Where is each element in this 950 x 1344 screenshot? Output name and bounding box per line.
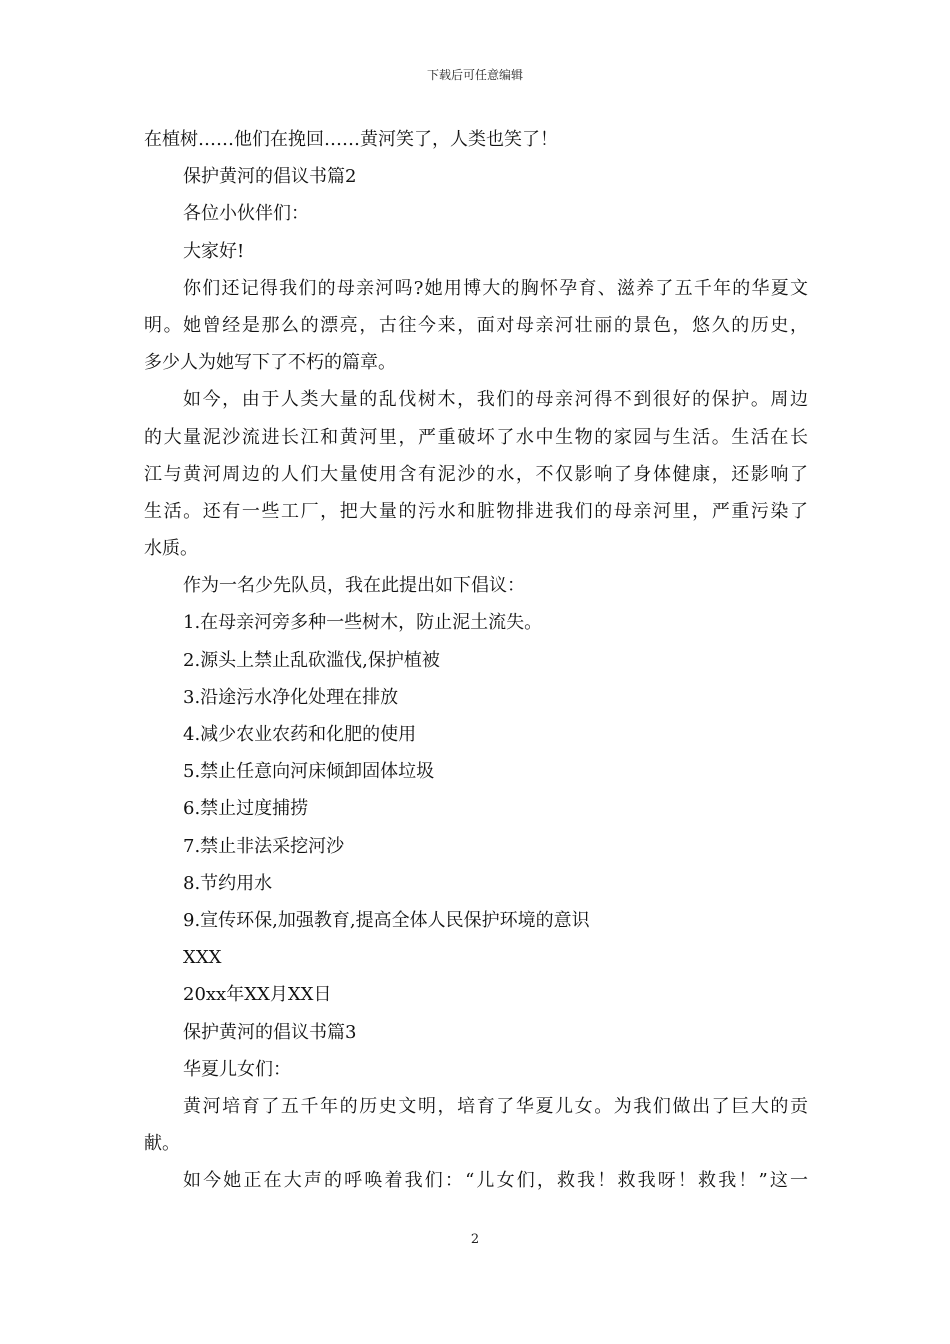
text-line: 3.沿途污水净化处理在排放	[183, 686, 399, 708]
page-header: 下载后可任意编辑	[426, 68, 523, 82]
text-line: 5.禁止任意向河床倾卸固体垃圾	[183, 761, 435, 783]
text-line: 你们还记得我们的母亲河吗?她用博大的胸怀孕育、滋养了五千年的华夏文	[183, 277, 808, 299]
text-line: 江与黄河周边的人们大量使用含有泥沙的水，不仅影响了身体健康，还影响了	[144, 463, 808, 485]
text-line: 生活。还有一些工厂，把大量的污水和脏物排进我们的母亲河里，严重污染了	[144, 500, 808, 522]
text-line: 保护黄河的倡议书篇3	[183, 1021, 357, 1043]
text-line: 各位小伙伴们：	[183, 203, 309, 225]
text-line: 保护黄河的倡议书篇2	[183, 166, 357, 188]
text-line: XXX	[183, 947, 222, 969]
text-line: 2.源头上禁止乱砍滥伐,保护植被	[183, 649, 440, 671]
text-line: 多少人为她写下了不朽的篇章。	[144, 352, 396, 374]
text-line: 献。	[144, 1133, 180, 1155]
text-line: 大家好!	[183, 240, 245, 262]
text-line: 明。她曾经是那么的漂亮，古往今来，面对母亲河壮丽的景色，悠久的历史，	[144, 314, 808, 336]
text-line: 黄河培育了五千年的历史文明，培育了华夏儿女。为我们做出了巨大的贡	[183, 1095, 808, 1117]
text-line: 作为一名少先队员，我在此提出如下倡议：	[183, 575, 525, 597]
text-line: 8.节约用水	[183, 872, 273, 894]
page-number: 2	[470, 1232, 480, 1247]
text-line: 的大量泥沙流进长江和黄河里，严重破坏了水中生物的家园与生活。生活在长	[144, 426, 808, 448]
text-line: 华夏儿女们：	[183, 1058, 291, 1080]
text-line: 如今她正在大声的呼唤着我们：“儿女们，救我！救我呀！救我！”这一	[183, 1170, 808, 1192]
document-body	[144, 121, 808, 1199]
text-line: 20xx年XX月XX日	[183, 984, 332, 1006]
text-line: 如今，由于人类大量的乱伐树木，我们的母亲河得不到很好的保护。周边	[183, 389, 808, 411]
text-line: 在植树……他们在挽回……黄河笑了，人类也笑了！	[144, 129, 558, 150]
text-line: 4.减少农业农药和化肥的使用	[183, 724, 417, 745]
text-line: 7.禁止非法采挖河沙	[183, 835, 345, 857]
text-line: 6.禁止过度捕捞	[183, 798, 309, 820]
text-line: 9.宣传环保,加强教育,提高全体人民保护环境的意识	[183, 909, 590, 931]
text-line: 水质。	[144, 538, 198, 560]
text-line: 1.在母亲河旁多种一些树木，防止泥土流失。	[183, 612, 543, 634]
